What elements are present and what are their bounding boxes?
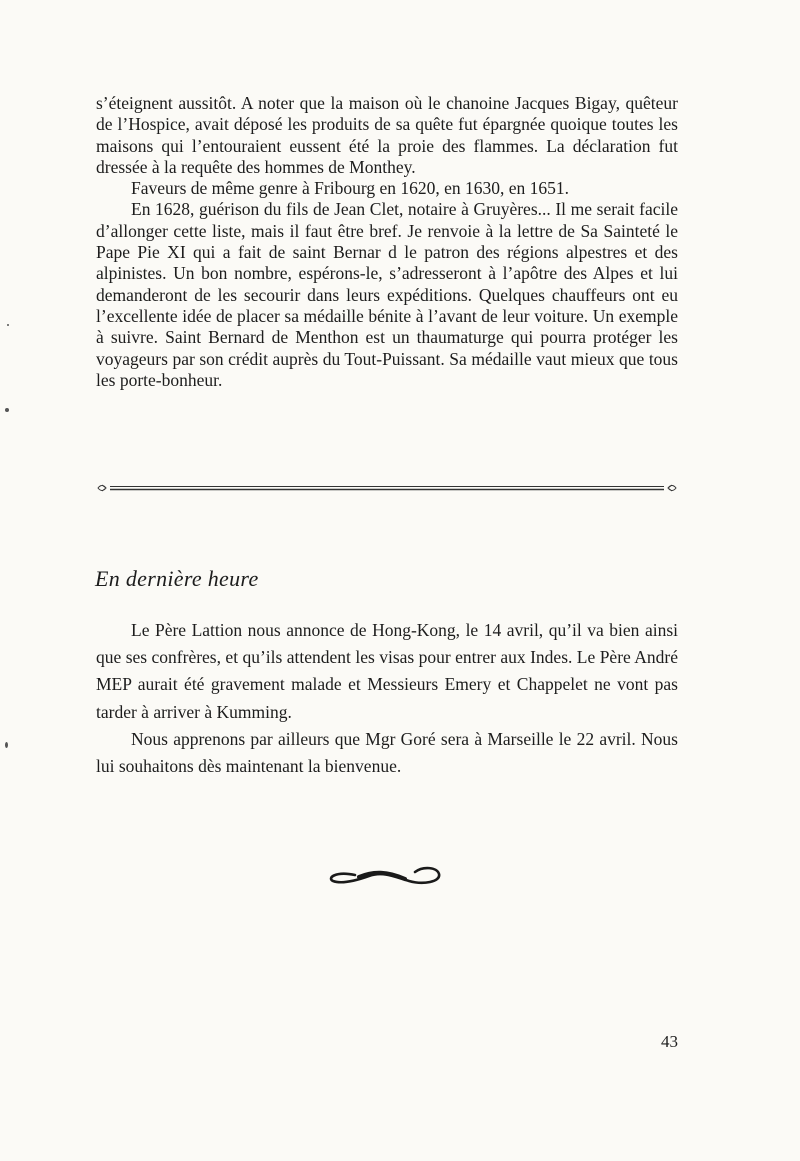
- double-rule-divider: [96, 482, 678, 494]
- paragraph-fribourg: Faveurs de même genre à Fribourg en 1620, en 1630, en 1651.: [131, 178, 570, 199]
- paragraph-gore: Nous apprenons par ailleurs que Mgr Goré sera à Marseille le 22 avril. Nous lui souhaitons dès maintenant la bienvenue.: [96, 728, 678, 777]
- top-text-block: [96, 93, 678, 391]
- ink-speck: [5, 408, 9, 412]
- section-title: En dernière heure: [95, 566, 259, 591]
- bottom-text-block: [96, 617, 678, 780]
- paragraph-lattion: Le Père Lattion nous annonce de Hong-Kong, le 14 avril, qu’il va bien ainsi que ses confrères, et qu’ils attendent les visas pour entrer aux Indes. Le Père André MEP aurait été gravement malade et Messieurs Emery et Chappelet ne vont pas tarder à arriver à Kumming.: [96, 620, 678, 722]
- paragraph-continuation: s’éteignent aussitôt. A noter que la maison où le chanoine Jacques Bigay, quêteur de l’Hospice, avait déposé les produits de sa quête fut épargnée quoique toutes les maisons qui l’entouraient eussent été la proie des flammes. La déclaration fut dressée à la requête des hommes de Monthey.: [96, 93, 678, 177]
- page-number: 43: [661, 1032, 678, 1051]
- ink-speck: [7, 324, 9, 326]
- swash-flourish: [325, 862, 445, 888]
- ink-speck: [5, 742, 8, 748]
- paragraph-gruyeres: En 1628, guérison du fils de Jean Clet, notaire à Gruyères... Il me serait facile d’allonger cette liste, mais il faut être bref. Je renvoie à la lettre de Sa Sainteté le Pape Pie XI qui a fait de saint Bernar d le patron des régions alpestres et des alpinistes. Un bon nombre, espérons-le, s’adresseront à l’apôtre des Alpes et lui demanderont de les secourir dans leurs expéditions. Quelques chauffeurs ont eu l’excellente idée de placer sa médaille bénite à l’avant de leur voiture. Un exemple à suivre. Saint Bernard de Menthon est un thaumaturge qui pourra protéger les voyageurs par son crédit auprès du Tout-Puissant. Sa médaille vaut mieux que tous les porte-bonheur.: [96, 199, 678, 390]
